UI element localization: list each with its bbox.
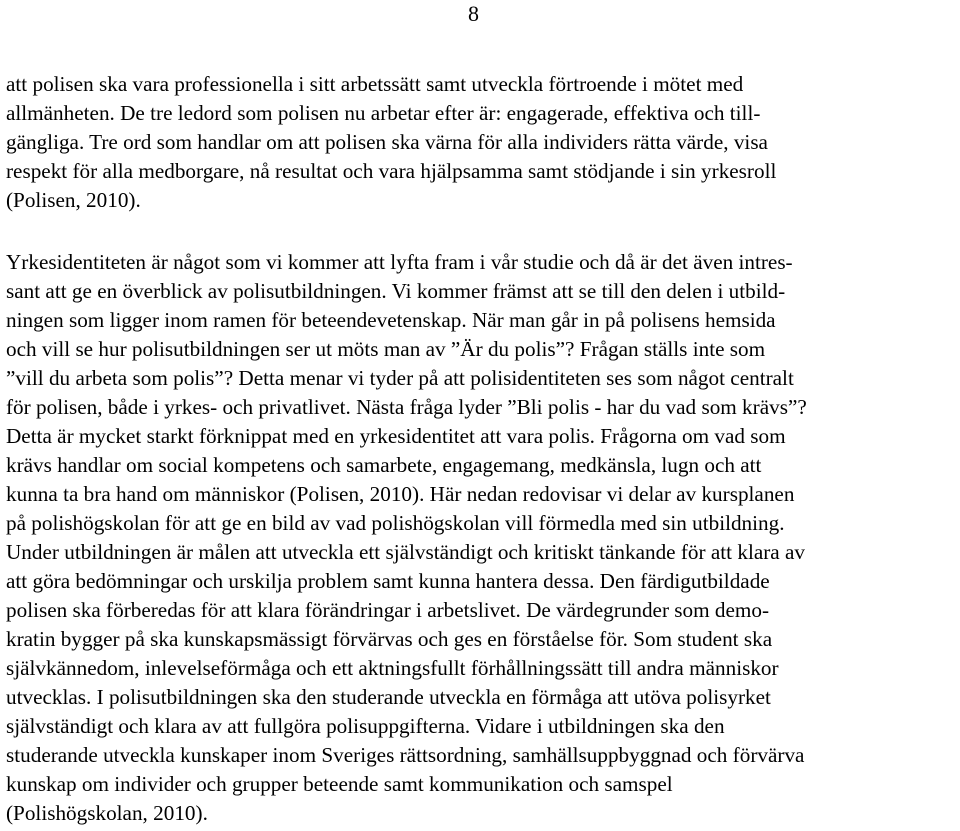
text-line: Under utbildningen är målen att utveckla ett självständigt och kritiskt tänkande för att klara av [6, 540, 805, 564]
text-line: kratin bygger på ska kunskapsmässigt förvärvas och ges en förståelse för. Som student ska [6, 627, 773, 651]
text-line: på polishögskolan för att ge en bild av vad polishögskolan vill förmedla med sin utbildning. [6, 511, 785, 535]
text-line: sant att ge en överblick av polisutbildningen. Vi kommer främst att se till den delen i utbild- [6, 279, 786, 303]
text-line: kunna ta bra hand om människor (Polisen, 2010). Här nedan redovisar vi delar av kursplanen [6, 482, 795, 506]
text-line: studerande utveckla kunskaper inom Sveriges rättsordning, samhällsuppbyggnad och förvärva [6, 743, 805, 767]
text-line: krävs handlar om social kompetens och samarbete, engagemang, medkänsla, lugn och att [6, 453, 762, 477]
text-line: ”vill du arbeta som polis”? Detta menar vi tyder på att polisidentiteten ses som något centralt [6, 366, 794, 390]
text-line: för polisen, både i yrkes- och privatlivet. Nästa fråga lyder ”Bli polis - har du vad som krävs”? [6, 395, 807, 419]
text-line: Yrkesidentiteten är något som vi kommer att lyfta fram i vår studie och då är det även intres- [6, 250, 793, 274]
text-line: (Polisen, 2010). [6, 188, 141, 212]
text-line: (Polishögskolan, 2010). [6, 801, 208, 825]
text-line: utvecklas. I polisutbildningen ska den studerande utveckla en förmåga att utöva polisyrket [6, 685, 771, 709]
text-line: Detta är mycket starkt förknippat med en yrkesidentitet att vara polis. Frågorna om vad som [6, 424, 786, 448]
text-line: och vill se hur polisutbildningen ser ut möts man av ”Är du polis”? Frågan ställs inte som [6, 337, 766, 361]
text-line: självständigt och klara av att fullgöra polisuppgifterna. Vidare i utbildningen ska den [6, 714, 725, 738]
text-line: att göra bedömningar och urskilja problem samt kunna hantera dessa. Den färdigutbildade [6, 569, 770, 593]
text-line: kunskap om individer och grupper beteende samt kommunikation och samspel [6, 772, 673, 796]
text-line: ningen som ligger inom ramen för beteendevetenskap. När man går in på polisens hemsida [6, 308, 776, 332]
text-line: respekt för alla medborgare, nå resultat och vara hjälpsamma samt stödjande i sin yrkesroll [6, 159, 777, 183]
text-line: polisen ska förberedas för att klara förändringar i arbetslivet. De värdegrunder som demo- [6, 598, 770, 622]
text-line: att polisen ska vara professionella i sitt arbetssätt samt utveckla förtroende i mötet med [6, 72, 744, 96]
text-line: allmänheten. De tre ledord som polisen nu arbetar efter är: engagerade, effektiva och till- [6, 101, 761, 125]
page-number: 8 [468, 1, 479, 26]
text-line: gängliga. Tre ord som handlar om att polisen ska värna för alla individers rätta värde, visa [6, 130, 768, 154]
text-line: självkännedom, inlevelseförmåga och ett aktningsfullt förhållningssätt till andra människor [6, 656, 779, 680]
